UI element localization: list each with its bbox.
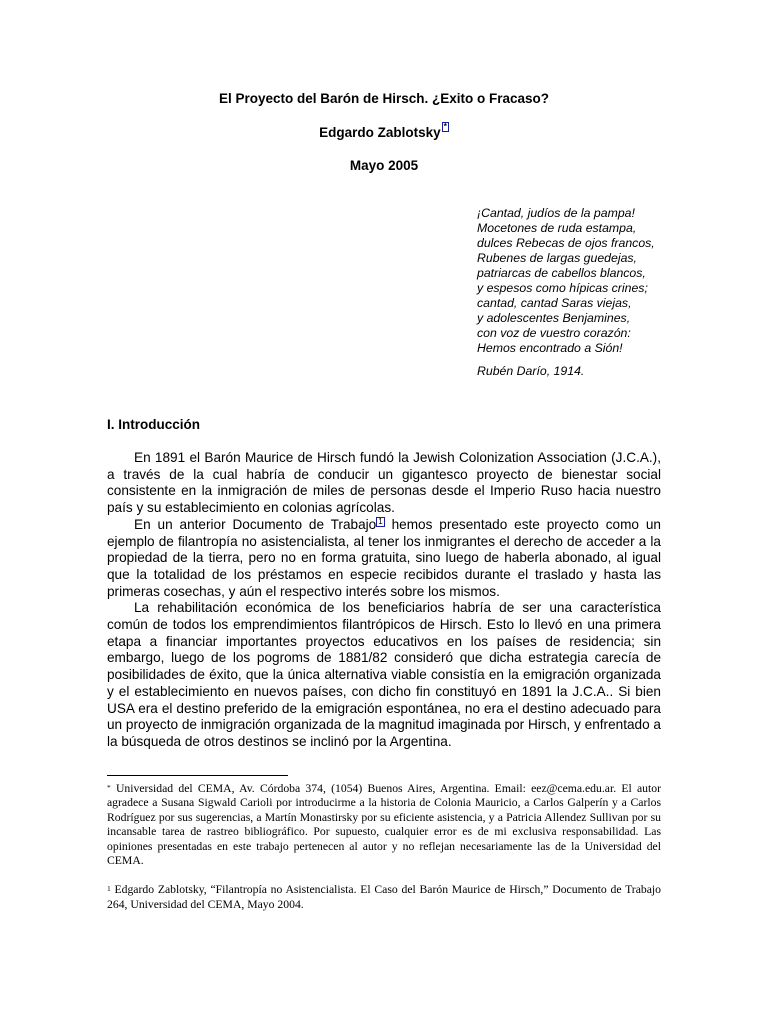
document-date: Mayo 2005 [349,158,419,173]
epigraph-line: y adolescentes Benjamines, [477,311,631,325]
epigraph-attribution: Rubén Darío, 1914. [477,364,585,378]
paragraph-text: hemos presentado este proyecto como un ejemplo de filantropía no asistencialista, al tener los inmigrantes el derecho de acceder a la propiedad de la tierra, pero no en forma gratuita, sino luego de haberla abonado, al igual que la totalidad de los préstamos en especie recibidos durante el traslado y hasta las primeras cosechas, y aún el respectivo interés sobre los mismos. [107,516,661,599]
footnote-mark: * [107,783,111,792]
epigraph-line: ¡Cantad, judíos de la pampa! [477,206,635,220]
footnote-1-link[interactable]: 1 [378,516,383,526]
epigraph-line: patriarcas de cabellos blancos, [477,266,646,280]
epigraph-line: Mocetones de ruda estampa, [477,221,637,235]
body-text [107,450,661,751]
footnote [107,782,661,868]
paragraph: La rehabilitación económica de los beneficiarios habría de ser una característica común de todos los emprendimientos filantrópicos de Hirsch. Esto lo llevó en una primera etapa a financiar importantes proyectos educativos en los países de residencia; sin embargo, luego de los pogroms de 1881/82 consideró que dicha estrategia carecía de posibilidades de éxito, que la única alternativa viable consistía en la emigración organizada y el establecimiento en nuevos países, con dicho fin constituyó en 1891 la J.C.A.. Si bien USA era el destino preferido de la emigración espontánea, no era el destino adecuado para un proyecto de inmigración organizada de la magnitud imaginada por Hirsch, y enfrentado a la búsqueda de otros destinos se inclinó por la Argentina. [107,600,661,749]
paragraph-text: En un anterior Documento de Trabajo [134,516,377,532]
epigraph-line: Hemos encontrado a Sión! [477,341,623,355]
epigraph-line: cantad, cantad Saras viejas, [477,296,632,310]
document-title: El Proyecto del Barón de Hirsch. ¿Exito o Fracaso? [218,91,550,106]
epigraph-line: y espesos como hípicas crines; [477,281,648,295]
footnote-text: Universidad del CEMA, Av. Córdoba 374, (1054) Buenos Aires, Argentina. Email: eez@cema.edu.ar. El autor agradece a Susana Sigwald Carioli por introducirme a la historia de Colonia Mauricio, a Carlos Galperín y a Carlos Rodríguez por sus sugerencias, a Martín Monastirsky por su eficiente asistencia, y a Patricia Allendez Sullivan por su incansable tarea de rastreo bibliográfico. Por supuesto, cualquier error es de mi exclusiva responsabilidad. Las opiniones presentadas en este trabajo pertenecen al autor y no reflejan necesariamente las de la Universidad del CEMA. [107,782,661,868]
epigraph [477,206,737,379]
footnote [107,883,661,912]
author-line [0,122,768,140]
epigraph-line: con voz de vuestro corazón: [477,326,631,340]
paragraph [107,517,661,601]
footnote-text: Edgardo Zablotsky, “Filantropía no Asistencialista. El Caso del Barón Maurice de Hirsch,” Documento de Trabajo 264, Universidad del CEMA, Mayo 2004. [107,883,661,911]
footnotes [107,782,661,912]
epigraph-line: dulces Rebecas de ojos francos, [477,236,655,250]
section-heading: I. Introducción [107,417,200,432]
footnote-separator [107,775,288,776]
footnote-mark: 1 [107,884,111,894]
epigraph-line: Rubenes de largas guedejas, [477,251,637,265]
author-name: Edgardo Zablotsky [319,125,441,140]
author-footnote-link[interactable]: * [443,122,447,131]
paragraph: En 1891 el Barón Maurice de Hirsch fundó la Jewish Colonization Association (J.C.A.), a través de la cual habría de conducir un gigantesco proyecto de bienestar social consistente en la inmigración de miles de personas desde el Imperio Ruso hacia nuestro país y su establecimiento en colonias agrícolas. [107,450,661,516]
